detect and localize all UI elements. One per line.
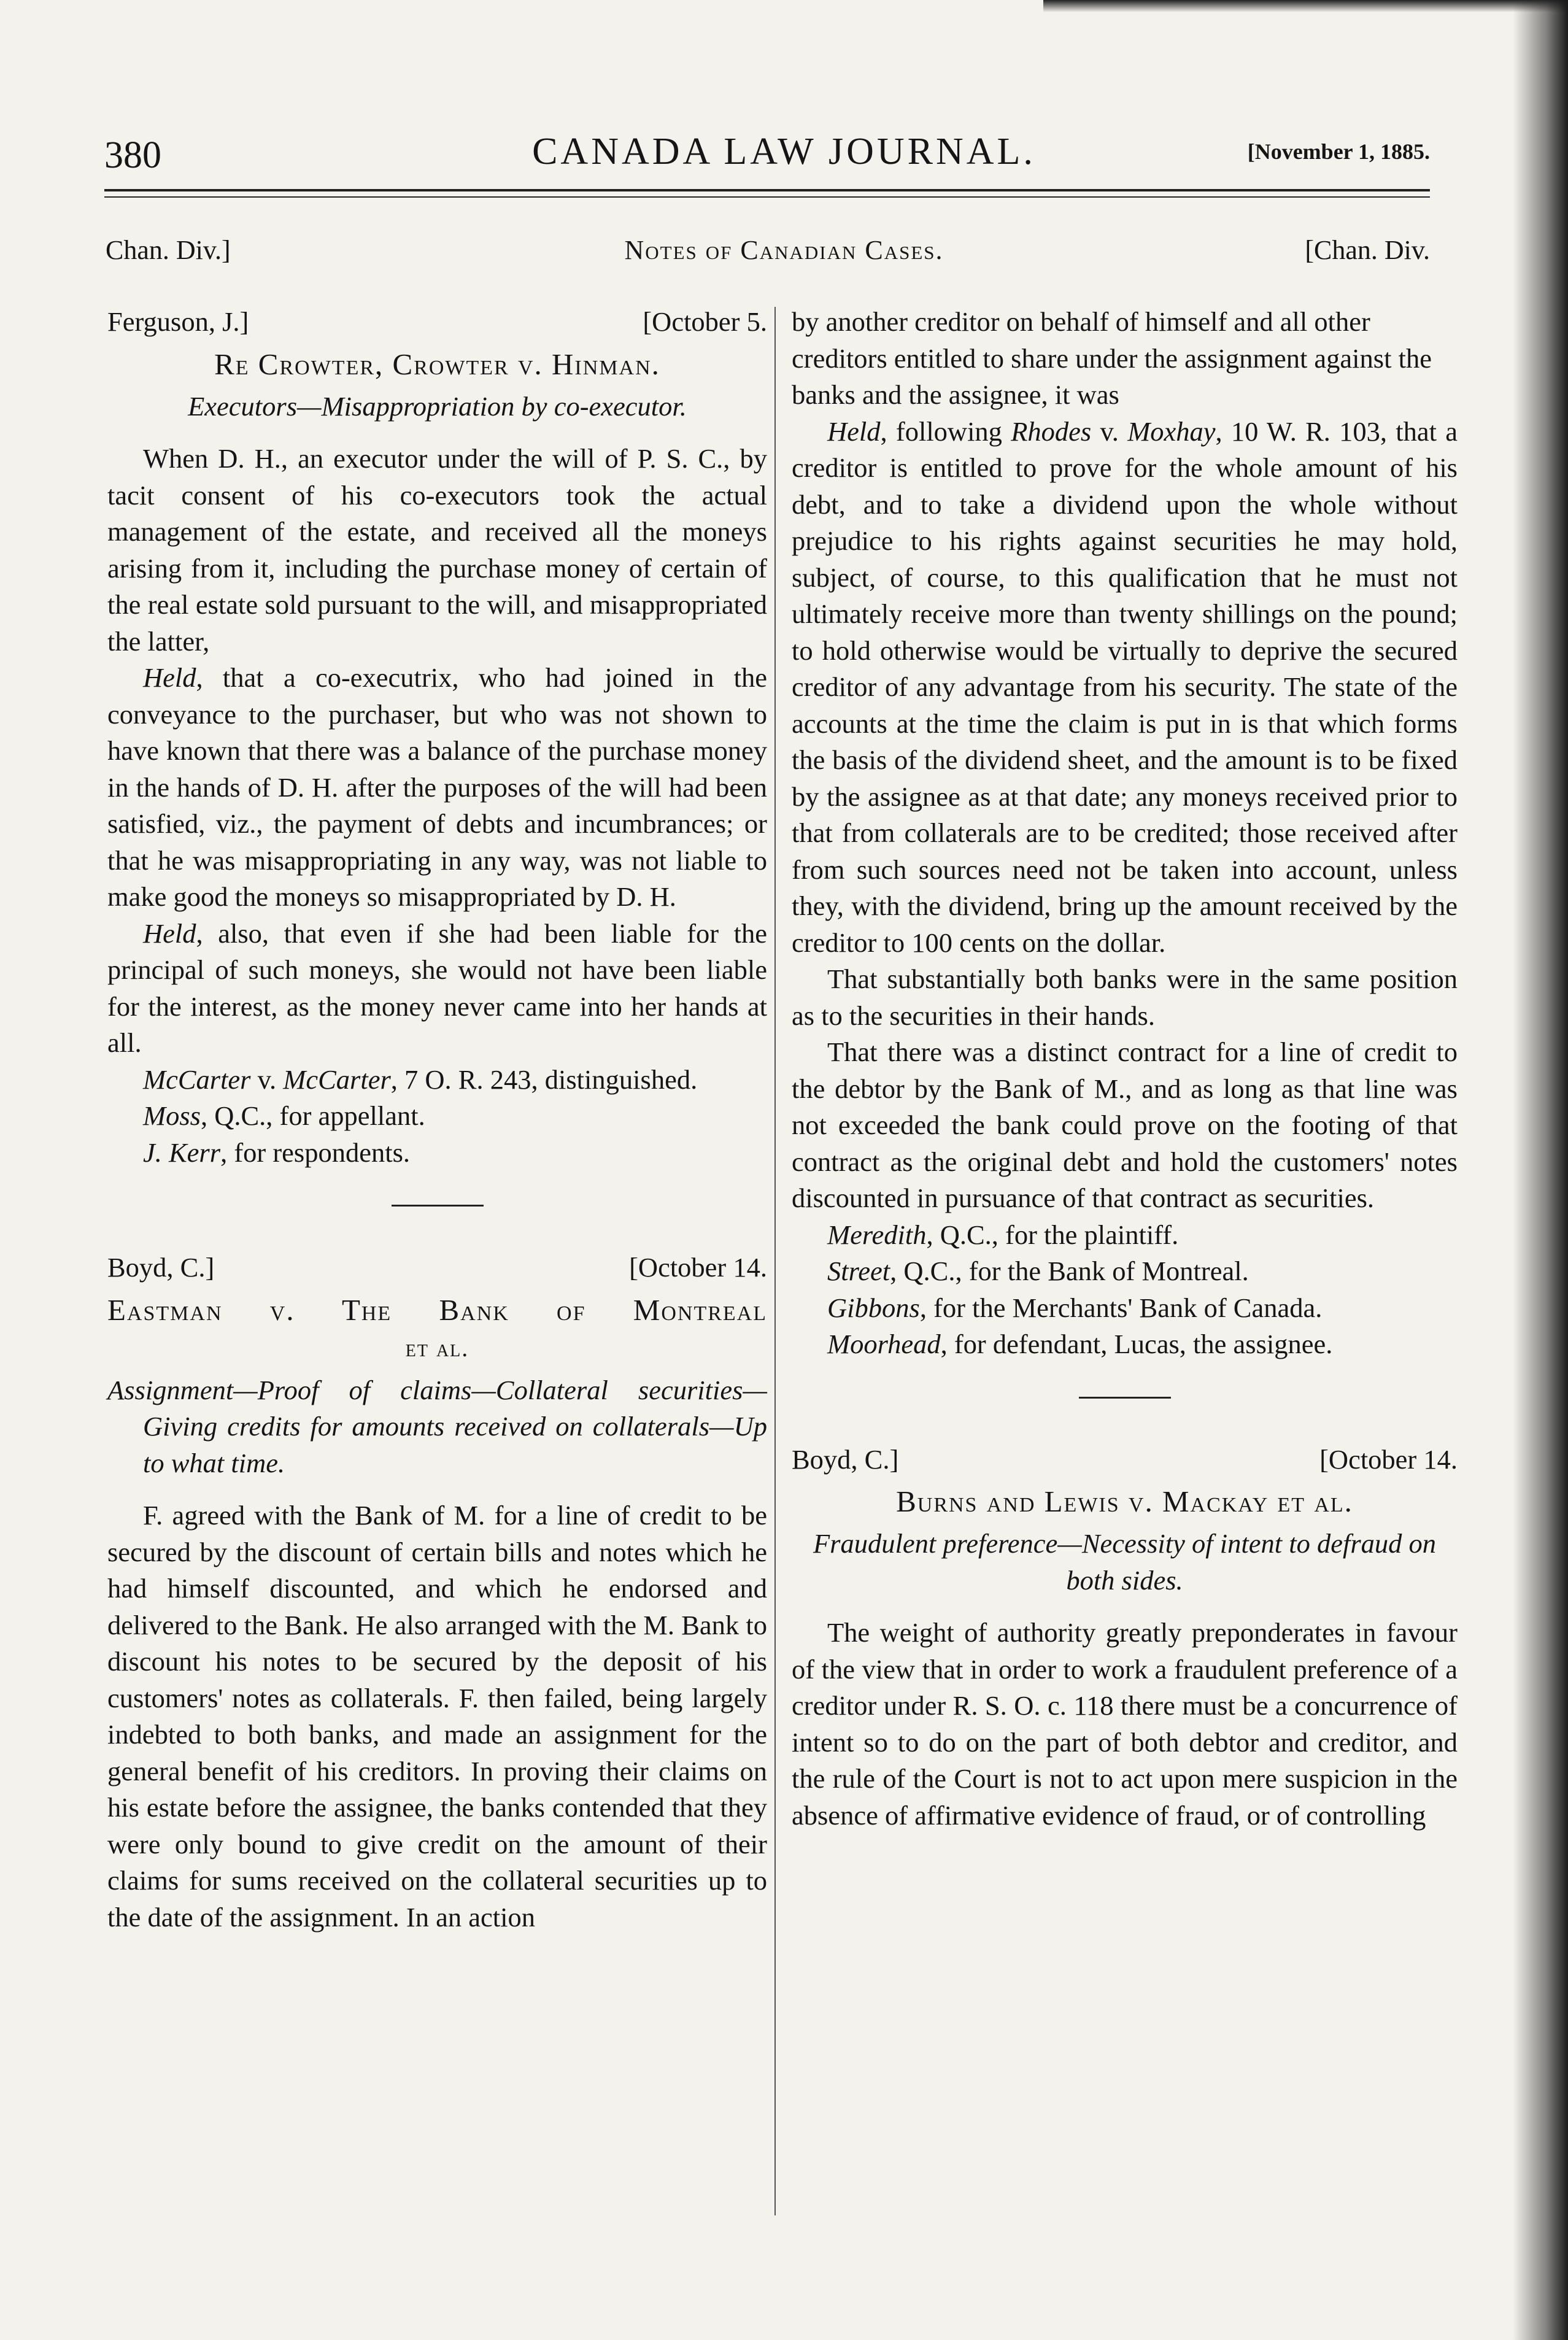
case1-court-line — [107, 304, 767, 341]
page-number: 380 — [104, 134, 161, 176]
scan-shadow-top — [1043, 0, 1568, 12]
case3-judge: Boyd, C.] — [792, 1443, 899, 1475]
case2-counsel3: Gibbons, for the Merchants' Bank of Canada. — [827, 1292, 1323, 1323]
right-column — [792, 304, 1458, 1834]
case3-court-line — [792, 1442, 1458, 1478]
case1-subject: Executors—Misappropriation by co-executor. — [188, 390, 687, 422]
case3-subject: Fraudulent preference—Necessity of intent to defraud on both sides. — [813, 1528, 1437, 1596]
held-label: Held — [143, 662, 196, 693]
case2-para2: That substantially both banks were in the same position as to the securities in their hands. — [792, 963, 1458, 1031]
header-rule-thin — [104, 196, 1430, 198]
case2-counsel1: Meredith, Q.C., for the plaintiff. — [827, 1219, 1179, 1250]
case2-court-line — [107, 1249, 767, 1286]
case1-held1: Held, that a co-executrix, who had joined in the conveyance to the purchaser, but who was not shown to have known that there was a balance of the purchase money in the hands of D. H. after the purposes of the will had been satisfied, viz., the payment of debts and incumbrances; or that he was misappropriating in any way, was not liable to make good the moneys so misappropriated by D. H. — [107, 662, 767, 912]
journal-title: CANADA LAW JOURNAL. — [532, 131, 1036, 172]
case2-counsel4: Moorhead, for defendant, Lucas, the assignee. — [827, 1329, 1333, 1359]
section-title: Notes of Canadian Cases. — [624, 235, 944, 265]
case1-citation: McCarter v. McCarter, 7 O. R. 243, distinguished. — [143, 1064, 698, 1095]
issue-date: [November 1, 1885. — [1247, 139, 1430, 164]
case2-title: Eastman v. The Bank of Montreal et al. — [107, 1292, 767, 1362]
case1-title: Re Crowter, Crowter v. Hinman. — [214, 347, 660, 381]
case2-para1-continued: by another creditor on behalf of himself and all other creditors entitled to share under the assignment against the banks and the assignee, it was — [792, 306, 1432, 410]
case2-subject: Assignment—Proof of claims—Collateral securities—Giving credits for amounts received on collaterals—Up to what time. — [107, 1374, 767, 1478]
left-column — [107, 304, 767, 1936]
scan-shadow-right — [1513, 0, 1568, 2340]
case1-judge: Ferguson, J.] — [107, 306, 249, 337]
case2-held: Held, following Rhodes v. Moxhay, 10 W. R. 103, that a creditor is entitled to prove for the whole amount of his debt, and to take a dividend upon the whole without prejudice to his rights against securities he may hold, subject, of course, to this qualification that he must not ultimately receive more than twenty shillings on the pound; to hold otherwise would be virtually to deprive the secured creditor of any advantage from his security. The state of the accounts at the time the claim is put in is that which forms the basis of the dividend sheet, and the amount is to be fixed by the assignee as at that date; any moneys received prior to that from collaterals are to be credited; those received after from such sources need not be taken into account, unless they, with the dividend, bring up the amount received by the creditor to 100 cents on the dollar. — [792, 415, 1458, 958]
case2-judge: Boyd, C.] — [107, 1252, 215, 1283]
column-divider — [774, 307, 776, 2215]
case1-date: [October 5. — [643, 306, 767, 337]
case2-counsel2: Street, Q.C., for the Bank of Montreal. — [827, 1256, 1249, 1286]
case1-counsel1: Moss, Q.C., for appellant. — [143, 1100, 425, 1131]
header-rule-thick — [104, 189, 1430, 191]
division-right: [Chan. Div. — [1305, 235, 1430, 265]
case-separator — [1079, 1397, 1171, 1399]
case1-counsel2: J. Kerr, for respondents. — [143, 1137, 411, 1168]
case3-date: [October 14. — [1319, 1443, 1458, 1475]
case2-para1: F. agreed with the Bank of M. for a line of credit to be secured by the discount of certain bills and notes which he had himself discounted, and which he endorsed and delivered to the Bank. He also arranged with the M. Bank to discount his notes to be secured by the deposit of his customers' notes as collaterals. F. then failed, being largely indebted to both banks, and made an assignment for the general benefit of his creditors. In proving their claims on his estate before the assignee, the banks contended that they were only bound to give credit on the amount of their claims for sums received on the collateral securities up to the date of the assignment. In an action — [107, 1500, 767, 1933]
case2-para3: That there was a distinct contract for a line of credit to the debtor by the Bank of M., and as long as that line was not exceeded the bank could prove on the footing of that contract as the original debt and hold the customers' notes discounted in pursuance of that contract as securities. — [792, 1037, 1458, 1213]
held-label: Held — [143, 917, 196, 949]
case1-held2: Held, also, that even if she had been liable for the principal of such moneys, she would not have been liable for the interest, as the money never came into her hands at all. — [107, 917, 767, 1058]
case1-para1: When D. H., an executor under the will of P. S. C., by tacit consent of his co-executors took the actual management of the estate, and received all the moneys arising from it, including the purchase money of certain of the real estate sold pursuant to the will, and misappropriated the latter, — [107, 443, 767, 657]
case3-title: Burns and Lewis v. Mackay et al. — [896, 1485, 1353, 1518]
division-left: Chan. Div.] — [106, 235, 231, 265]
case-separator — [392, 1205, 484, 1207]
case3-para1: The weight of authority greatly preponderates in favour of the view that in order to work a fraudulent preference of a creditor under R. S. O. c. 118 there must be a concurrence of intent so to do on the part of both debtor and creditor, and the rule of the Court is not to act upon mere suspicion in the absence of affirmative evidence of fraud, or of controlling — [792, 1617, 1458, 1831]
case2-date: [October 14. — [629, 1252, 767, 1283]
